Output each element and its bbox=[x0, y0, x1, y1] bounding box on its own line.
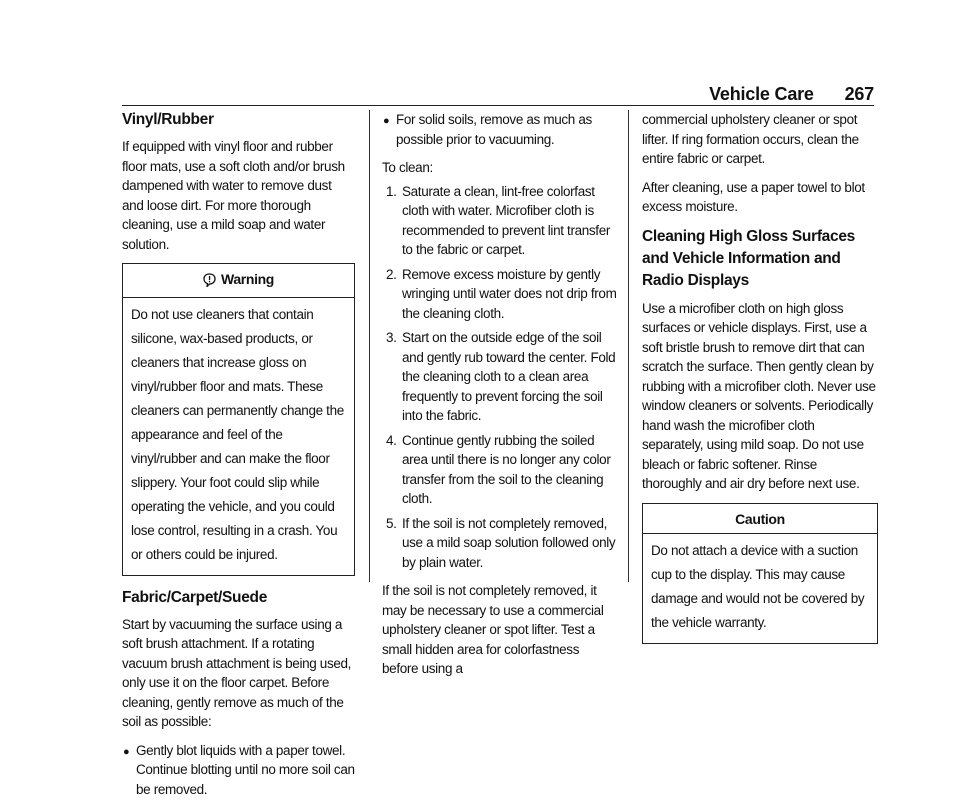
page-header bbox=[709, 84, 874, 105]
warning-box bbox=[122, 263, 355, 576]
column-2 bbox=[382, 110, 618, 688]
fabric-paragraph: Start by vacuuming the surface using a soft brush attachment. If a rotating vacuum brush attachment is being used, only use it on the floor carpet. Before cleaning, gently remove as much of the soil as possible: bbox=[122, 616, 352, 729]
caution-box bbox=[642, 503, 878, 645]
column-divider-2 bbox=[628, 110, 629, 582]
warning-title-row bbox=[123, 264, 354, 297]
warning-title: Warning bbox=[220, 271, 275, 287]
step-number: 5. bbox=[386, 515, 397, 531]
step-text: Start on the outside edge of the soil and gently rub toward the center. Fold the cleaning cloth to a clean area frequently to prevent forcing the soil into the fabric. bbox=[402, 330, 616, 423]
section-title: Vehicle Care bbox=[709, 84, 814, 104]
step-text: Saturate a clean, lint-free colorfast cloth with water. Microfiber cloth is recommended to prevent lint transfer to the fabric or carpet. bbox=[402, 183, 611, 257]
list-item bbox=[382, 182, 618, 260]
bullet-icon: ● bbox=[383, 115, 390, 127]
list-item bbox=[382, 514, 618, 573]
list-item bbox=[382, 328, 618, 426]
step-number: 3. bbox=[386, 330, 397, 345]
step-number: 2. bbox=[386, 266, 397, 282]
header-divider bbox=[122, 105, 874, 106]
soil-bullets-2 bbox=[382, 110, 618, 149]
step-number: 4. bbox=[386, 432, 397, 448]
list-item bbox=[382, 110, 618, 149]
continued-paragraph: commercial upholstery cleaner or spot lifter. If ring formation occurs, clean the entire fabric or carpet. bbox=[642, 112, 859, 166]
bullet-text: For solid soils, remove as much as possible prior to vacuuming. bbox=[396, 112, 592, 147]
high-gloss-heading: Cleaning High Gloss Surfaces and Vehicle Information and Radio Displays bbox=[642, 227, 855, 289]
list-item bbox=[382, 265, 618, 324]
step-text: Remove excess moisture by gently wringing until water does not drip from the cleaning cloth. bbox=[402, 266, 617, 321]
vinyl-rubber-heading: Vinyl/Rubber bbox=[122, 111, 214, 128]
column-divider-1 bbox=[369, 110, 370, 582]
step-text: Continue gently rubbing the soiled area until there is no longer any color transfer from the soil to the cleaning cloth. bbox=[402, 432, 611, 506]
step-text: If the soil is not completely removed, use a mild soap solution followed only by plain water. bbox=[402, 515, 616, 570]
soil-bullets-1 bbox=[122, 741, 355, 800]
vinyl-paragraph: If equipped with vinyl floor and rubber floor mats, use a soft cloth and/or brush dampened with water to remove dust and loose dirt. For more thorough cleaning, use a mild soap and water solution. bbox=[122, 139, 345, 252]
step-number: 1. bbox=[386, 183, 397, 199]
bullet-icon: ● bbox=[123, 745, 130, 758]
warning-body: Do not use cleaners that contain silicone, wax-based products, or cleaners that increase gloss on vinyl/rubber floor and mats. These cleaners can permanently change the appearance and feel of the vinyl/rubber and can make the floor slippery. Your foot could slip while operating the vehicle, and you could lose control, resulting in a crash. You or others could be injured. bbox=[131, 306, 344, 562]
caution-title: Caution bbox=[735, 510, 785, 527]
to-clean-label: To clean: bbox=[382, 160, 433, 175]
list-item bbox=[122, 741, 355, 800]
list-item bbox=[382, 431, 618, 509]
high-gloss-paragraph: Use a microfiber cloth on high gloss surfaces or vehicle displays. First, use a soft bristle brush to remove dirt that can scratch the surface. Then gently clean by rubbing with a microfiber cloth. Never use window cleaners or solvents. Periodically hand wash the microfiber cloth separately, using mild soap. Do not use bleach or fabric softener. Rinse thoroughly and air dry before next use. bbox=[642, 300, 876, 491]
after-cleaning-paragraph: After cleaning, use a paper towel to blot excess moisture. bbox=[642, 179, 865, 214]
page-number: 267 bbox=[844, 84, 874, 104]
cleaning-steps bbox=[382, 182, 618, 573]
bullet-text: Gently blot liquids with a paper towel. Continue blotting until no more soil can be removed. bbox=[136, 742, 355, 797]
soil-paragraph: If the soil is not completely removed, it may be necessary to use a commercial upholstery cleaner or spot lifter. Test a small hidden area for colorfastness before using a bbox=[382, 583, 604, 676]
caution-body: Do not attach a device with a suction cup to the display. This may cause damage and would not be covered by the vehicle warranty. bbox=[651, 543, 865, 630]
column-1 bbox=[122, 110, 355, 808]
fabric-carpet-suede-heading: Fabric/Carpet/Suede bbox=[122, 588, 268, 606]
warning-icon bbox=[203, 273, 216, 293]
column-3 bbox=[642, 110, 878, 656]
